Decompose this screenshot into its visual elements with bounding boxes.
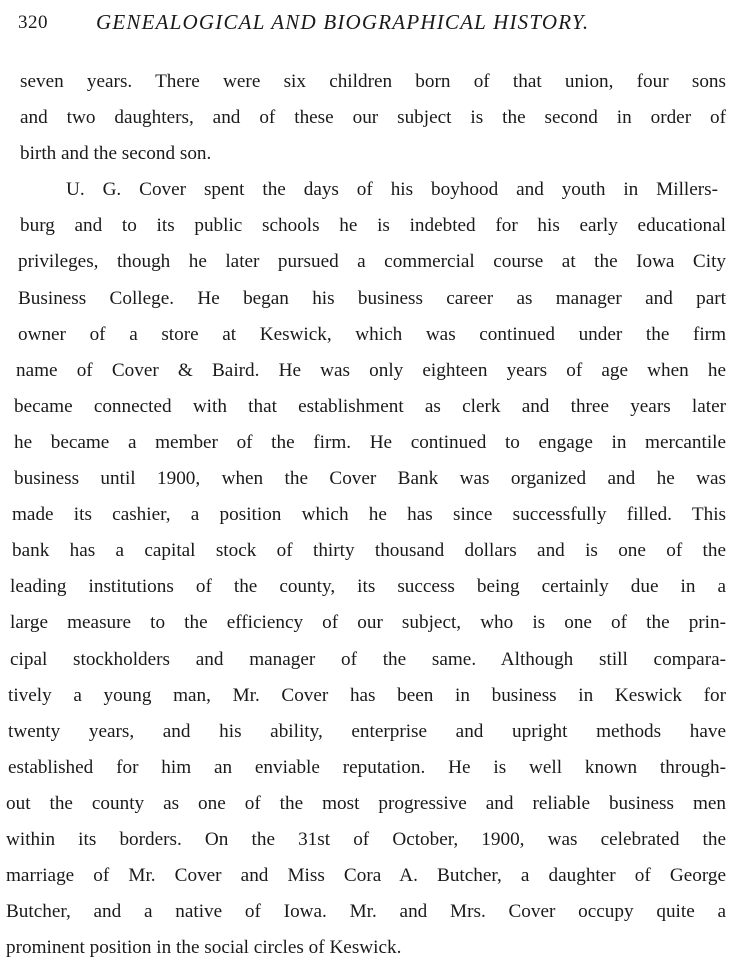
page-number: 320 — [18, 12, 48, 33]
text-line: established for him an enviable reputation. He is well known through- — [8, 756, 726, 778]
body-text — [6, 64, 726, 966]
text-line: made its cashier, a position which he has since successfully filled. This — [12, 504, 726, 526]
page-header — [18, 10, 718, 38]
text-line: twenty years, and his ability, enterprise and upright methods have — [8, 720, 726, 742]
text-line: marriage of Mr. Cover and Miss Cora A. Butcher, a daughter of George — [6, 865, 726, 887]
text-line: privileges, though he later pursued a commercial course at the Iowa City — [18, 251, 726, 273]
running-title: GENEALOGICAL AND BIOGRAPHICAL HISTORY. — [96, 10, 590, 34]
text-line: tively a young man, Mr. Cover has been in business in Keswick for — [8, 684, 726, 706]
text-line: burg and to its public schools he is indebted for his early educational — [20, 215, 726, 237]
text-line: name of Cover & Baird. He was only eighteen years of age when he — [16, 359, 726, 381]
text-line: Butcher, and a native of Iowa. Mr. and Mrs. Cover occupy quite a — [6, 901, 726, 923]
paragraph-first-line: U. G. Cover spent the days of his boyhood and youth in Millers- — [66, 179, 718, 201]
text-line: seven years. There were six children born of that union, four sons — [20, 71, 726, 92]
text-line: large measure to the efficiency of our subject, who is one of the prin- — [10, 612, 726, 634]
text-line: and two daughters, and of these our subject is the second in order of — [20, 107, 726, 129]
text-line: became connected with that establishment as clerk and three years later — [14, 395, 726, 417]
text-line: business until 1900, when the Cover Bank was organized and he was — [14, 468, 726, 490]
text-line: Business College. He began his business career as manager and part — [18, 287, 726, 309]
text-line: birth and the second son. — [20, 143, 212, 165]
text-line: bank has a capital stock of thirty thousand dollars and is one of the — [12, 540, 726, 562]
text-line: out the county as one of the most progressive and reliable business men — [6, 792, 726, 814]
text-line: owner of a store at Keswick, which was continued under the firm — [18, 323, 726, 345]
text-line: he became a member of the firm. He continued to engage in mercantile — [14, 431, 726, 453]
text-line: cipal stockholders and manager of the same. Although still compara- — [10, 648, 726, 670]
text-line: leading institutions of the county, its success being certainly due in a — [10, 576, 726, 598]
text-line: within its borders. On the 31st of October, 1900, was celebrated the — [6, 828, 726, 850]
text-line: prominent position in the social circles of Keswick. — [6, 937, 402, 959]
